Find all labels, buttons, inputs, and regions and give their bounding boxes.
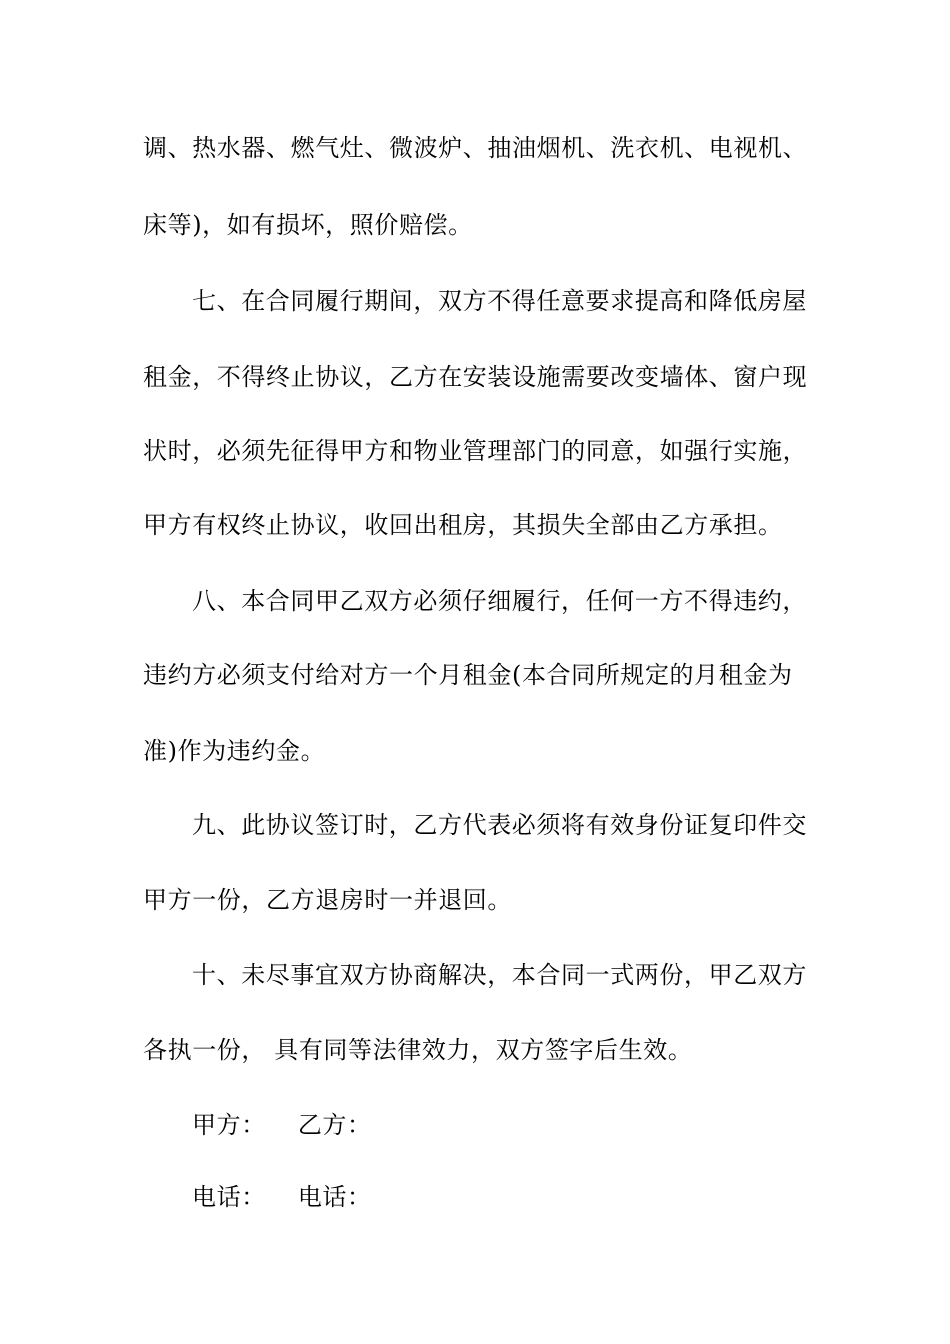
clause-9-line: 九、此协议签订时，乙方代表必须将有效身份证复印件交 bbox=[192, 811, 807, 839]
paragraph-line: 调、热水器、燃气灶、微波炉、抽油烟机、洗衣机、电视机、 bbox=[143, 134, 808, 162]
signature-phone-line bbox=[192, 1177, 372, 1217]
clause-8-line: 八、本合同甲乙双方必须仔细履行，任何一方不得违约， bbox=[192, 587, 807, 615]
paragraph-line: 准)作为违约金。 bbox=[143, 737, 326, 765]
paragraph-line: 甲方一份，乙方退房时一并退回。 bbox=[143, 886, 512, 914]
paragraph-line: 甲方有权终止协议，收回出租房，其损失全部由乙方承担。 bbox=[143, 511, 783, 539]
signature-party-line bbox=[192, 1105, 372, 1145]
clause-10-line: 十、未尽事宜双方协商解决，本合同一式两份，甲乙双方 bbox=[192, 961, 807, 989]
phone-a-label: 电话： bbox=[192, 1183, 266, 1211]
phone-b-label: 电话： bbox=[297, 1183, 372, 1211]
paragraph-line: 违约方必须支付给对方一个月租金(本合同所规定的月租金为 bbox=[143, 661, 793, 689]
paragraph-line: 租金，不得终止协议，乙方在安装设施需要改变墙体、窗户现 bbox=[143, 363, 808, 391]
paragraph-line: 床等)，如有损坏，照价赔偿。 bbox=[143, 211, 473, 239]
clause-7-line: 七、在合同履行期间，双方不得任意要求提高和降低房屋 bbox=[192, 287, 807, 315]
party-a-label: 甲方： bbox=[192, 1111, 266, 1139]
paragraph-line: 各执一份， 具有同等法律效力，双方签字后生效。 bbox=[143, 1036, 693, 1064]
paragraph-line: 状时，必须先征得甲方和物业管理部门的同意，如强行实施， bbox=[143, 437, 808, 465]
party-b-label: 乙方： bbox=[297, 1111, 372, 1139]
